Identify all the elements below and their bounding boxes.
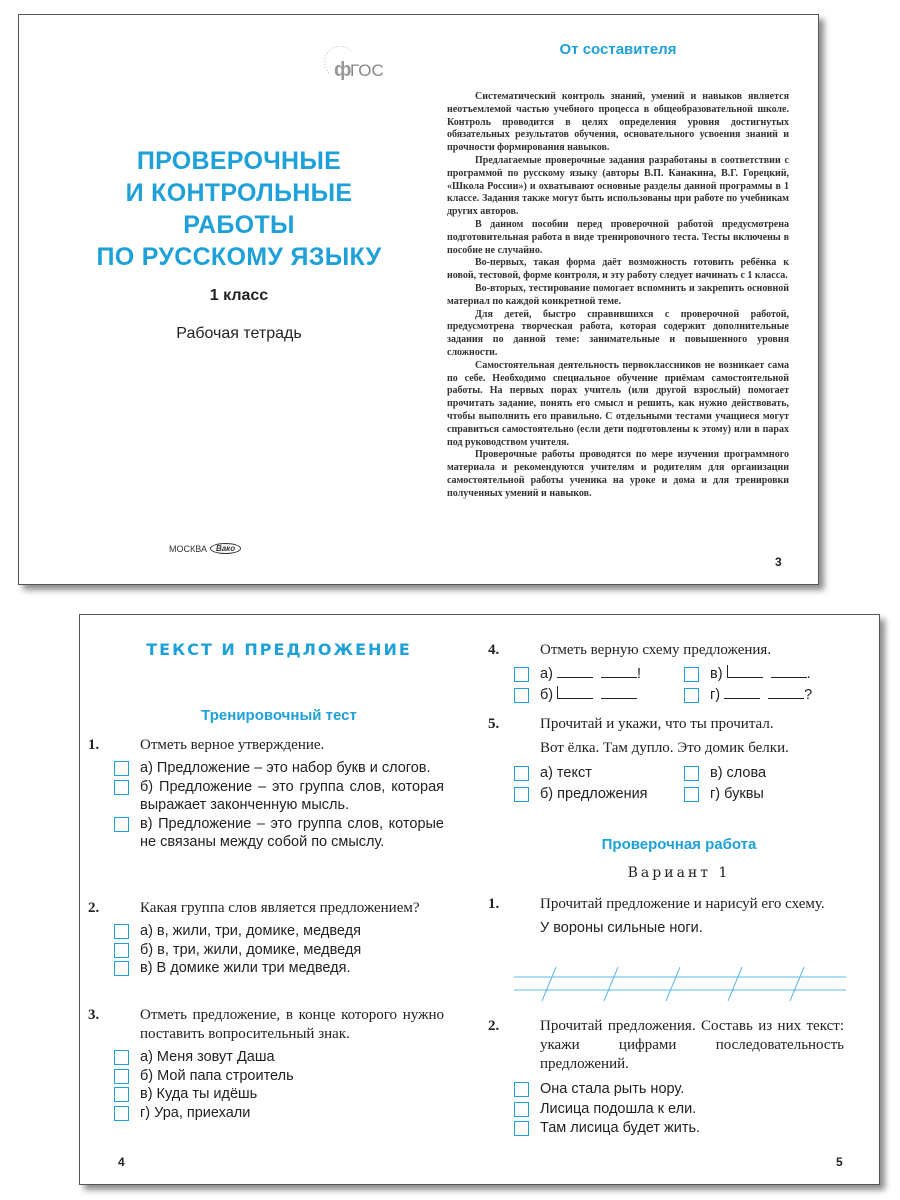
- question-2: [88, 899, 444, 978]
- question-3: [88, 1006, 444, 1122]
- answer-option[interactable]: [514, 785, 684, 804]
- option-label: а): [540, 666, 553, 682]
- question-number: 4.: [488, 642, 500, 658]
- number-box[interactable]: [514, 1102, 529, 1117]
- preface-paragraph: Во-первых, такая форма даёт возможность готовить ребёнка к новой, тестовой, форме контроля, и эту работу следует начинать с 1 класса.: [447, 257, 789, 282]
- option-label: б) Предложение – это группа слов, которая выражает законченную мысль.: [140, 778, 444, 813]
- question-text: Отметь предложение, в конце которого нужно поставить вопросительный знак.: [140, 1007, 444, 1042]
- option-label: а) в, жили, три, домике, медведя: [140, 923, 361, 939]
- option-label: г) Ура, приехали: [140, 1104, 251, 1121]
- answer-option[interactable]: [114, 941, 444, 960]
- sentence-option[interactable]: [514, 1100, 844, 1119]
- option-label: в) Куда ты идёшь: [140, 1086, 258, 1102]
- question-text: Отметь верную схему предложения.: [540, 642, 772, 658]
- preface-heading: От составителя: [559, 41, 677, 58]
- option-label: в) Предложение – это группа слов, которые не связаны между собой по смыслу.: [140, 815, 444, 850]
- question-5: [488, 715, 849, 803]
- scheme-option[interactable]: [684, 686, 844, 705]
- question-text: Отметь верное утверждение.: [140, 737, 325, 753]
- subsection-title: Тренировочный тест: [201, 707, 357, 724]
- task-sentence: У вороны сильные ноги.: [540, 920, 703, 936]
- option-label: в) В домике жили три медведя.: [140, 960, 351, 976]
- writing-lines[interactable]: [514, 965, 846, 1005]
- section-title: ТЕКСТ И ПРЕДЛОЖЕНИЕ: [146, 640, 412, 659]
- scheme-end-mark: .: [806, 666, 811, 682]
- question-number: 3.: [88, 1007, 100, 1023]
- grade-label: 1 класс: [209, 287, 269, 304]
- checkbox[interactable]: [514, 688, 529, 703]
- checkbox[interactable]: [114, 761, 129, 776]
- checkbox[interactable]: [114, 943, 129, 958]
- checkbox[interactable]: [114, 1050, 129, 1065]
- task-2: [488, 1017, 844, 1138]
- answer-option[interactable]: [114, 759, 444, 778]
- answer-option[interactable]: [114, 778, 444, 815]
- preface-paragraph: Во-вторых, тестирование помогает вспомнить и закрепить основной материал по каждой конкретной теме.: [447, 282, 789, 307]
- checkbox[interactable]: [684, 667, 699, 682]
- answer-option[interactable]: [514, 764, 684, 783]
- option-label: б) Мой папа строитель: [140, 1067, 294, 1084]
- workbook-label: Рабочая тетрадь: [176, 325, 302, 342]
- answer-option[interactable]: [114, 1048, 444, 1067]
- checkbox[interactable]: [114, 780, 129, 795]
- option-label: г) буквы: [710, 785, 764, 802]
- preface-paragraph: Проверочные работы проводятся по мере изучения программного материала и рекомендуются учителям и родителям для организации самостоятельной работы ученика на уроке и дома и для тренировки полученных умений и навыков.: [447, 449, 789, 499]
- title-line: И КОНТРОЛЬНЫЕ: [125, 179, 353, 207]
- answer-option[interactable]: [114, 1104, 444, 1123]
- publisher-logo: Вако: [210, 543, 241, 554]
- checkbox[interactable]: [114, 1087, 129, 1102]
- page-number: 4: [118, 1155, 125, 1169]
- checkbox[interactable]: [684, 688, 699, 703]
- scheme-option[interactable]: [684, 665, 844, 684]
- option-label: Она стала рыть нору.: [540, 1081, 685, 1097]
- scheme-option[interactable]: [514, 665, 684, 684]
- preface-paragraph: Предлагаемые проверочные задания разработаны в соответствии с программой по русскому языку (авторы В.П. Канакина, В.Г. Горецкий, «Школа России») и охватывают основные разделы данной программы в 1 классе. Задания также могут быть использованы при работе по учебникам других авторов.: [447, 154, 789, 218]
- option-label: б) предложения: [540, 785, 648, 802]
- question-1: [88, 736, 444, 852]
- checkbox[interactable]: [684, 766, 699, 781]
- sentence-option[interactable]: [514, 1119, 844, 1138]
- option-label: б) в, три, жили, домике, медведя: [140, 941, 362, 958]
- answer-option[interactable]: [114, 1067, 444, 1086]
- preface-paragraph: В данном пособии перед проверочной работой предусмотрена подготовительная работа в виде тренировочного теста. Тесты включены в пособие не случайно.: [447, 218, 789, 256]
- preface-paragraph: Для детей, быстро справившихся с проверочной работой, предусмотрена творческая работа, которая содержит дополнительные задания по данной теме: занимательные и повышенного уровня сложности.: [447, 308, 789, 358]
- option-label: а) Предложение – это набор букв и слогов.: [140, 760, 431, 776]
- book-spread-pages-4-5: [79, 614, 880, 1185]
- variant-label: Вариант 1: [627, 865, 731, 881]
- checkbox[interactable]: [514, 766, 529, 781]
- publisher-city: МОСКВА: [169, 543, 207, 554]
- question-number: 2.: [488, 1018, 500, 1034]
- svg-text:ГОС: ГОС: [350, 61, 384, 80]
- question-text: Прочитай предложения. Составь из них текст: укажи цифрами последовательность предложений.: [540, 1018, 844, 1072]
- checkbox[interactable]: [114, 924, 129, 939]
- option-label: г): [710, 686, 721, 703]
- answer-option[interactable]: [114, 922, 444, 941]
- question-number: 1.: [488, 896, 500, 912]
- page-number: 5: [836, 1155, 843, 1169]
- preface-paragraph: Самостоятельная деятельность первоклассников не возникает сама по себе. Необходимо специальное обучение приёмам самостоятельной работы. На первых порах учитель (или другой взрослый) помогает прочитать задание, понять его смысл и решить, как нужно действовать, чтобы выполнить его правильно. С отдельными тестами учащиеся могут справиться самостоятельно (если дети подготовлены к этому) или в парах под руководством учителя.: [447, 359, 789, 448]
- checkbox[interactable]: [114, 817, 129, 832]
- option-label: Там лисица будет жить.: [540, 1120, 701, 1136]
- answer-option[interactable]: [684, 785, 844, 804]
- title-line: ПРОВЕРОЧНЫЕ: [136, 147, 342, 175]
- checkbox[interactable]: [514, 787, 529, 802]
- number-box[interactable]: [514, 1121, 529, 1136]
- page-number: 3: [775, 555, 782, 569]
- title-line: ПО РУССКОМУ ЯЗЫКУ: [96, 243, 382, 271]
- question-4: [488, 641, 844, 704]
- question-text: Прочитай и укажи, что ты прочитал.: [540, 716, 774, 732]
- checkbox[interactable]: [684, 787, 699, 802]
- svg-text:ф: ф: [334, 59, 352, 81]
- question-number: 2.: [88, 900, 100, 916]
- option-label: а) Меня зовут Даша: [140, 1049, 275, 1065]
- task-1: [488, 895, 844, 938]
- number-box[interactable]: [514, 1082, 529, 1097]
- answer-option[interactable]: [114, 815, 444, 852]
- checkbox[interactable]: [114, 1106, 129, 1121]
- sentence-option[interactable]: [514, 1080, 844, 1099]
- checkbox[interactable]: [514, 667, 529, 682]
- option-label: в): [710, 666, 723, 682]
- checkbox[interactable]: [114, 961, 129, 976]
- fgos-logo: [321, 43, 391, 83]
- sample-text: Вот ёлка. Там дупло. Это домик белки.: [540, 740, 789, 756]
- preface-paragraph: Систематический контроль знаний, умений и навыков является неотъемлемой частью учебного процесса в общеобразовательной школе. Контроль проводится в целях определения уровня достигнутых обязательных результатов обучения, основательного усвоения знаний и прочности формирования навыков.: [447, 91, 789, 154]
- book-page-cover: [18, 14, 819, 585]
- scheme-end-mark: !: [636, 666, 641, 682]
- title-line: РАБОТЫ: [183, 211, 295, 239]
- question-text: Прочитай предложение и нарисуй его схему.: [540, 896, 825, 912]
- checkbox[interactable]: [114, 1069, 129, 1084]
- question-number: 5.: [488, 716, 500, 732]
- scheme-end-mark: ?: [804, 686, 813, 703]
- option-label: а) текст: [540, 765, 592, 781]
- cover-title: [59, 145, 419, 273]
- question-number: 1.: [88, 737, 100, 753]
- publisher: [169, 543, 241, 554]
- question-text: Какая группа слов является предложением?: [140, 900, 420, 916]
- answer-option[interactable]: [114, 1085, 444, 1104]
- answer-option[interactable]: [114, 959, 444, 978]
- option-label: Лисица подошла к ели.: [540, 1100, 697, 1117]
- fgos-logo-icon: [321, 43, 391, 83]
- scheme-option[interactable]: [514, 686, 684, 705]
- test-title: Проверочная работа: [601, 836, 757, 853]
- option-label: б): [540, 686, 554, 703]
- preface-text: [447, 91, 789, 501]
- answer-option[interactable]: [684, 764, 844, 783]
- option-label: в) слова: [710, 765, 767, 781]
